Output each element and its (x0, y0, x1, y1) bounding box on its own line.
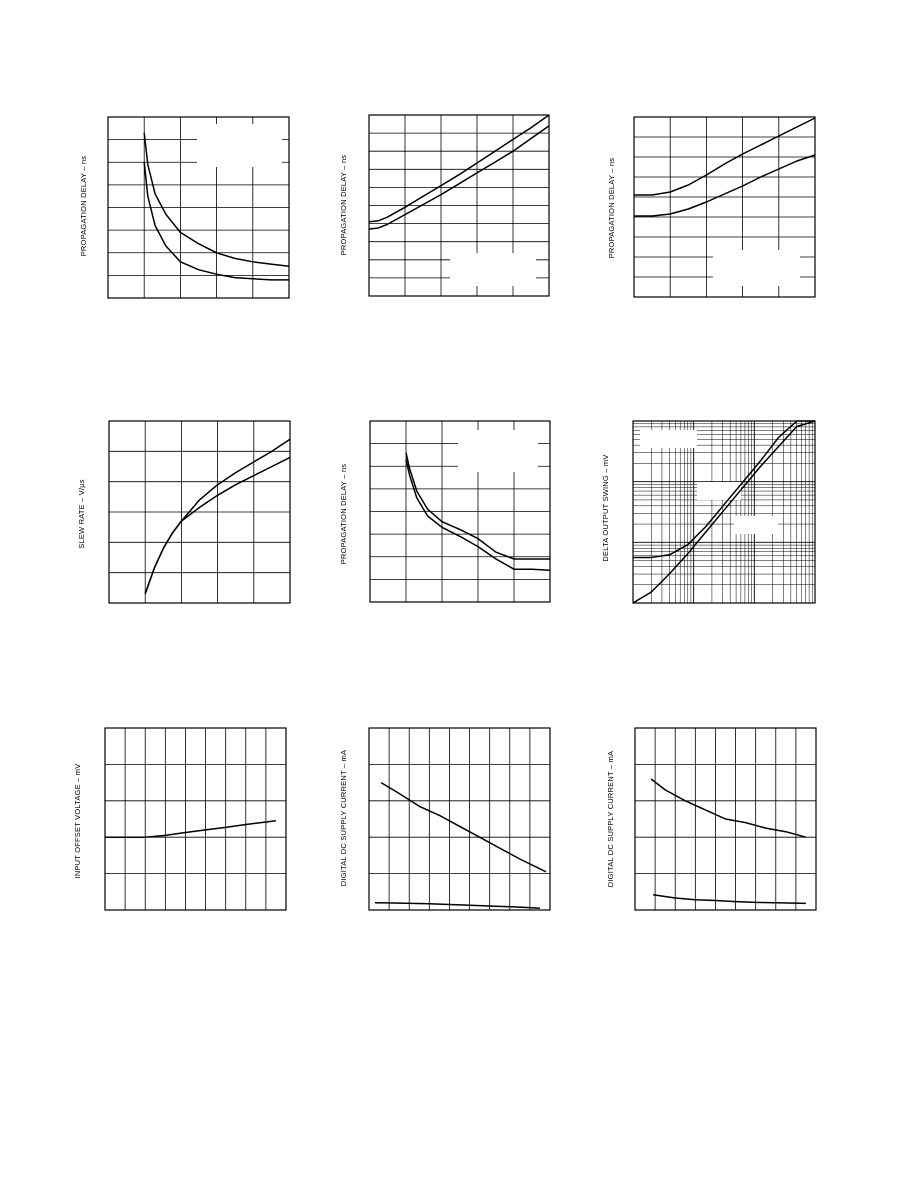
series-line-1 (651, 779, 806, 837)
series-line-2 (653, 895, 806, 904)
y-axis-label: PROPAGATION DELAY – ns (79, 155, 88, 257)
y-axis-label: PROPAGATION DELAY – ns (339, 154, 348, 256)
y-axis-label: DELTA OUTPUT SWING – mV (601, 454, 610, 562)
y-axis-label: SLEW RATE – V/µs (77, 479, 86, 549)
y-axis-label: DIGITAL DC SUPPLY CURRENT – mA (606, 750, 615, 888)
y-axis-label: INPUT OFFSET VOLTAGE – mV (73, 763, 82, 879)
y-axis-label: DIGITAL DC SUPPLY CURRENT – mA (339, 749, 348, 887)
y-axis-label: PROPAGATION DELAY – ns (339, 463, 348, 565)
y-axis-label: PROPAGATION DELAY – ns (607, 157, 616, 259)
